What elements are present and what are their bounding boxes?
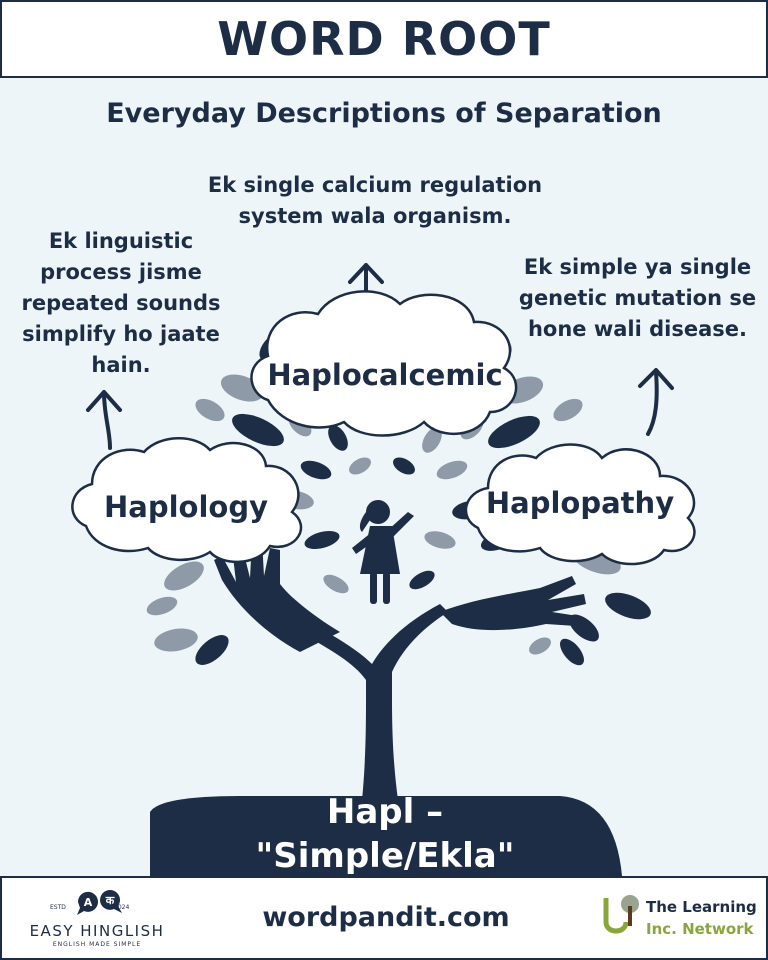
estd-label: ESTD (50, 904, 66, 911)
bubble-a-text: A (83, 896, 93, 909)
page-title: WORD ROOT (217, 12, 551, 66)
description-haplocalcemic: Ek single calcium regulation system wala organism. (207, 173, 543, 228)
description-haplology: Ek linguistic process jisme repeated sounds simplify ho jaate hain. (21, 229, 221, 377)
subtitle: Everyday Descriptions of Separation (106, 98, 662, 129)
tree-illustration (0, 78, 768, 876)
learning-inc-logo (602, 892, 762, 948)
network-name-line2: Inc. Network (646, 920, 754, 938)
brand-name: EASY HINGLISH (29, 922, 165, 940)
right-hand-shape (440, 576, 586, 630)
cloud-label-haplology: Haplology (104, 490, 268, 524)
tree-logo-icon (602, 892, 642, 942)
root-word: Hapl – (326, 792, 444, 832)
network-name-line1: The Learning (646, 898, 757, 916)
cloud-label-haplopathy: Haplopathy (485, 486, 675, 520)
root-meaning: "Simple/Ekla" (255, 836, 515, 876)
website-link[interactable]: wordpandit.com (262, 902, 510, 933)
cloud-label-haplocalcemic: Haplocalcemic (267, 358, 503, 392)
footer-bar (0, 876, 768, 960)
estd-year: 2024 (114, 904, 130, 911)
bubble-k-text: क (105, 894, 115, 907)
header-bar (0, 0, 768, 78)
child-figure (352, 500, 414, 604)
brand-tagline: ENGLISH MADE SIMPLE (52, 941, 142, 948)
description-haplopathy: Ek simple ya single genetic mutation se hone wali disease. (518, 255, 757, 341)
